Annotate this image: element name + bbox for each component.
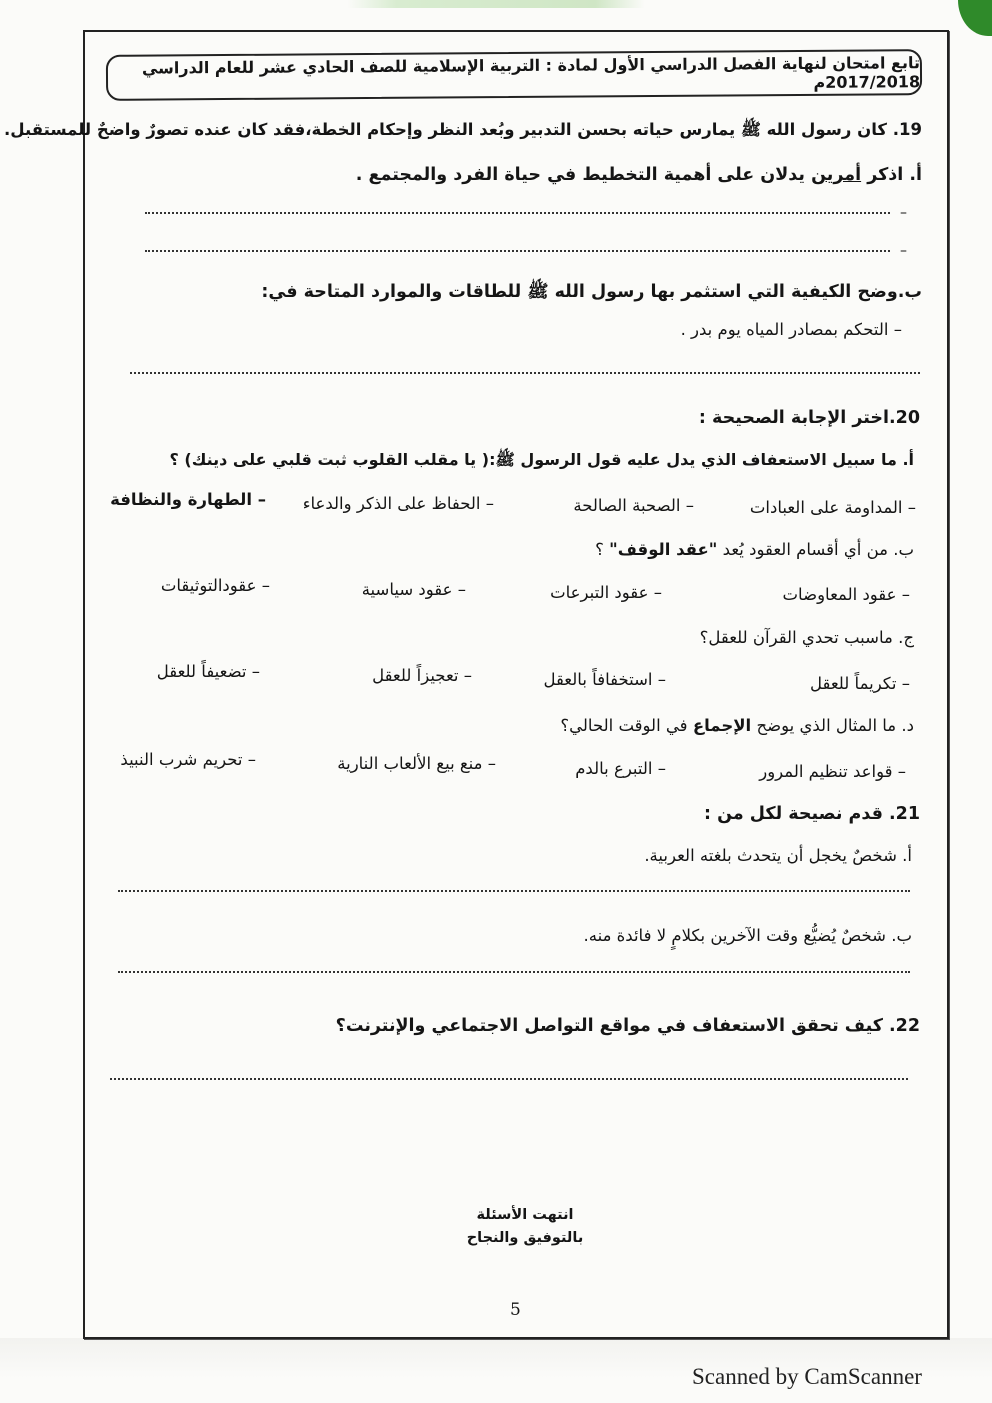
q20-c-option[interactable]: – تكريماً للعقل <box>810 674 910 693</box>
q20-a-option[interactable]: – الطهارة والنظافة <box>110 490 266 509</box>
q19-a-post: يدلان على أهمية التخطيط في حياة الفرد والمجتمع . <box>355 165 805 185</box>
q20-b-option[interactable]: – عقود التبرعات <box>550 583 662 602</box>
q21-text: 21. قدم نصيحة لكل من : <box>704 804 920 824</box>
q19-a-answer2-dash: – <box>900 243 907 259</box>
q20-b-text-pre: ب. من أي أقسام العقود يُعد <box>722 540 914 559</box>
q20-d-text <box>560 716 914 735</box>
camscanner-watermark: Scanned by CamScanner <box>692 1364 922 1389</box>
q19-b-item: – التحكم بمصادر المياه يوم بدر . <box>680 320 902 339</box>
q20-b-text <box>595 540 914 559</box>
q20-d-option[interactable]: – تحريم شرب النبيذ <box>120 750 256 769</box>
top-green-strip <box>0 0 992 8</box>
q20-c-option[interactable]: – تعجيزاً للعقل <box>372 666 472 685</box>
end-of-questions: انتهت الأسئلة <box>476 1207 574 1223</box>
q21-a-answer-line[interactable] <box>118 890 910 892</box>
q19-b-answer-line[interactable] <box>130 372 920 374</box>
q20-d-option[interactable]: – منع بيع الألعاب النارية <box>337 754 496 773</box>
exam-header-text: تابع امتحان لنهاية الفصل الدراسي الأول لمادة : التربية الإسلامية للصف الحادي عشر للعام الدراسي 2017/2018م <box>141 53 921 92</box>
q20-c-option[interactable]: – تضعيفاً للعقل <box>156 662 260 681</box>
q21-b-answer-line[interactable] <box>118 971 910 973</box>
q20-d-option[interactable]: – التبرع بالدم <box>575 759 666 778</box>
q19-a-pre: اذكر <box>867 165 904 185</box>
q19-a-answer-line-1[interactable] <box>145 212 890 214</box>
q20-a-option[interactable]: – المداومة على العبادات <box>749 498 916 517</box>
q20-d-text-post: في الوقت الحالي؟ <box>560 716 688 735</box>
q20-b-option[interactable]: – عقودالتوثيقات <box>160 576 270 595</box>
q22-answer-line[interactable] <box>110 1078 908 1080</box>
q20-a-option[interactable]: – الحفاظ على الذكر والدعاء <box>302 494 494 513</box>
q20-b-option[interactable]: – عقود سياسية <box>361 580 466 599</box>
q20-a-option[interactable]: – الصحبة الصالحة <box>573 496 694 515</box>
q20-d-text-pre: د. ما المثال الذي يوضح <box>756 716 914 735</box>
q20-d-option[interactable]: – قواعد تنظيم المرور <box>759 762 906 781</box>
q19-a-answer-line-2[interactable] <box>145 250 890 252</box>
q21-b: ب. شخصٌ يُضيُّع وقت الآخرين بكلامٍ لا فائدة منه. <box>583 926 912 945</box>
exam-header-box <box>106 49 922 101</box>
page-number: 5 <box>510 1300 521 1320</box>
q19-a <box>356 165 922 185</box>
q19-a-answer1-dash: – <box>900 205 907 221</box>
q20-b-text-post: ؟ <box>595 540 604 559</box>
q19-a-underlined: أمرين <box>811 165 862 185</box>
q20-text: 20.اختر الإجابة الصحيحة : <box>698 408 920 428</box>
q20-d-text-bold: الإجماع <box>692 716 752 735</box>
q20-b-text-bold: "عقد الوقف" <box>609 540 718 559</box>
q21-a: أ. شخصٌ يخجل أن يتحدث بلغته العربية. <box>644 846 912 865</box>
q19-a-label: أ. <box>909 165 922 185</box>
q22-text: 22. كيف تحقق الاستعفاف في مواقع التواصل الاجتماعي والإنترنت؟ <box>335 1016 920 1036</box>
q20-c-option[interactable]: – استخفافاً بالعقل <box>543 670 666 689</box>
q20-c-text: ج. ماسبب تحدي القرآن للعقل؟ <box>699 628 914 647</box>
q19-b: ب.وضح الكيفية التي استثمر بها رسول الله ﷺ للطاقات والموارد المتاحة في: <box>261 282 922 302</box>
q19-text: 19. كان رسول الله ﷺ يمارس حياته بحسن التدبير وبُعد النظر وإحكام الخطة،فقد كان عنده تصورٌ واضحٌ للمستقبل. <box>4 120 922 139</box>
q20-b-option[interactable]: – عقود المعاوضات <box>782 585 910 604</box>
corner-green-mark <box>958 0 992 36</box>
good-luck-text: بالتوفيق والنجاح <box>466 1230 584 1246</box>
q20-a-text: أ. ما سبيل الاستعفاف الذي يدل عليه قول الرسول ﷺ:( يا مقلب القلوب ثبت قلبي على دينك) ؟ <box>169 450 914 469</box>
